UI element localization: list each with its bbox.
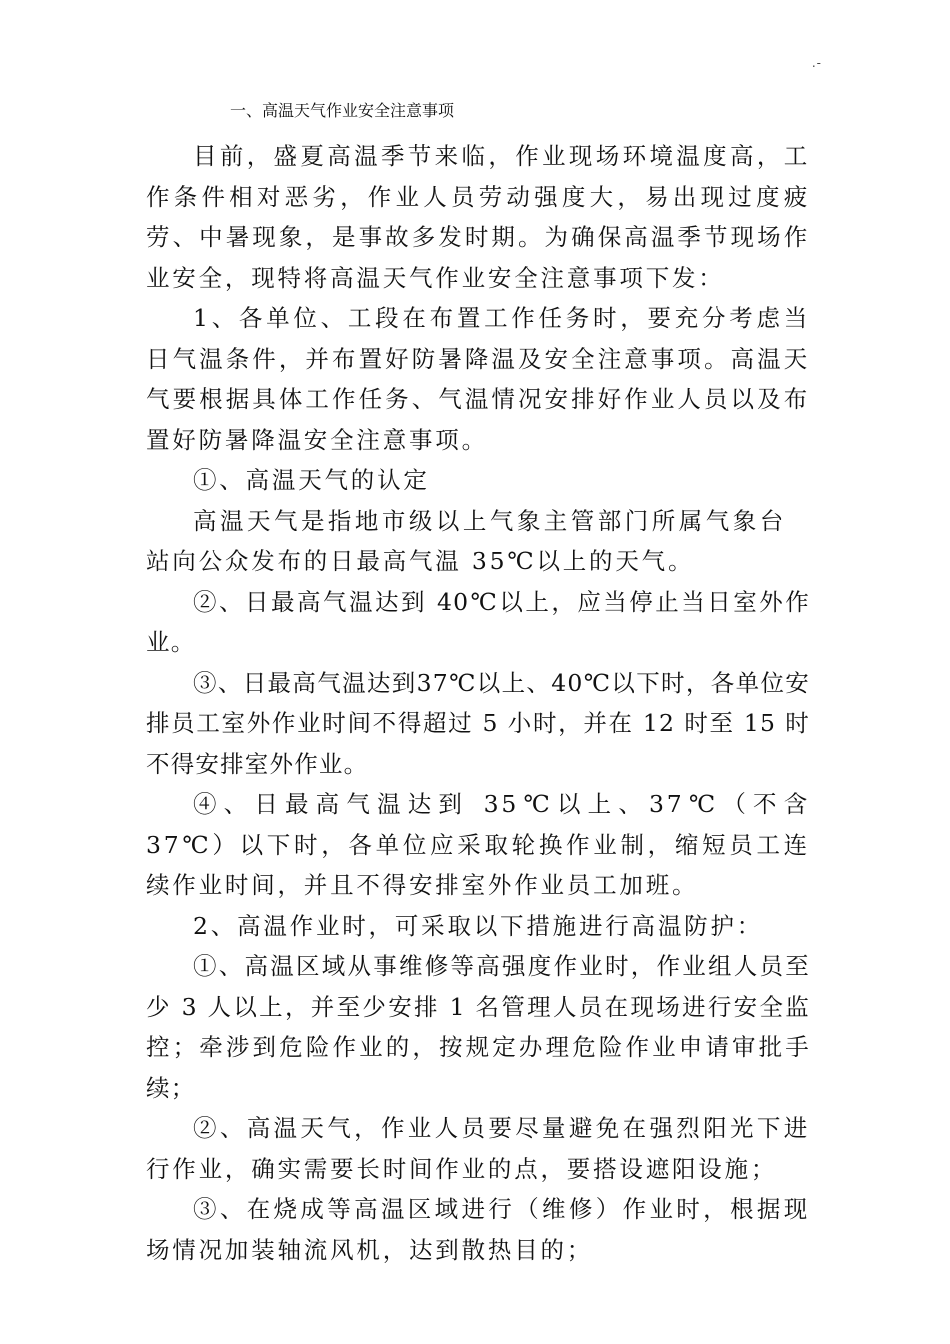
paragraph-item-1: 1、各单位、工段在布置工作任务时，要充分考虑当日气温条件，并布置好防暑降温及安全注意事项。高温天气要根据具体工作任务、气温情况安排好作业人员以及布置好防暑降温安全注意事项。 <box>146 304 810 454</box>
section-heading: 一、高温天气作业安全注意事项 <box>230 101 455 120</box>
paragraph-intro: 目前，盛夏高温季节来临，作业现场环境温度高，工作条件相对恶劣，作业人员劳动强度大，易出现过度疲劳、中暑现象，是事故多发时期。为确保高温季节现场作业安全，现特将高温天气作业安全注意事项下发： <box>146 142 810 292</box>
paragraph-subitem-1-1: ①、高温天气的认定 <box>193 466 430 494</box>
paragraph-definition: 高温天气是指地市级以上气象主管部门所属气象台站向公众发布的日最高气温 35℃以上的天气。 <box>146 506 786 575</box>
paragraph-subitem-1-4: ④、日最高气温达到 35℃以上、37℃（不含 37℃）以下时，各单位应采取轮换作业制，缩短员工连续作业时间，并且不得安排室外作业员工加班。 <box>146 790 810 899</box>
paragraph-item-2: 2、高温作业时，可采取以下措施进行高温防护： <box>193 911 764 940</box>
paragraph-subitem-2-3: ③、在烧成等高温区域进行（维修）作业时，根据现场情况加装轴流风机，达到散热目的； <box>146 1195 810 1264</box>
paragraph-subitem-1-3: ③、日最高气温达到37℃以上、40℃以下时，各单位安排员工室外作业时间不得超过 5 小时，并在 12 时至 15 时不得安排室外作业。 <box>146 668 810 778</box>
page-mark: .- <box>811 56 822 70</box>
paragraph-subitem-2-2: ②、高温天气，作业人员要尽量避免在强烈阳光下进行作业，确实需要长时间作业的点，要搭设遮阳设施； <box>146 1114 810 1183</box>
paragraph-subitem-1-2: ②、日最高气温达到 40℃以上，应当停止当日室外作业。 <box>146 587 810 656</box>
document-body <box>146 136 810 1270</box>
paragraph-subitem-2-1: ①、高温区域从事维修等高强度作业时，作业组人员至少 3 人以上，并至少安排 1 名管理人员在现场进行安全监控；牵涉到危险作业的，按规定办理危险作业申请审批手续； <box>146 952 810 1102</box>
